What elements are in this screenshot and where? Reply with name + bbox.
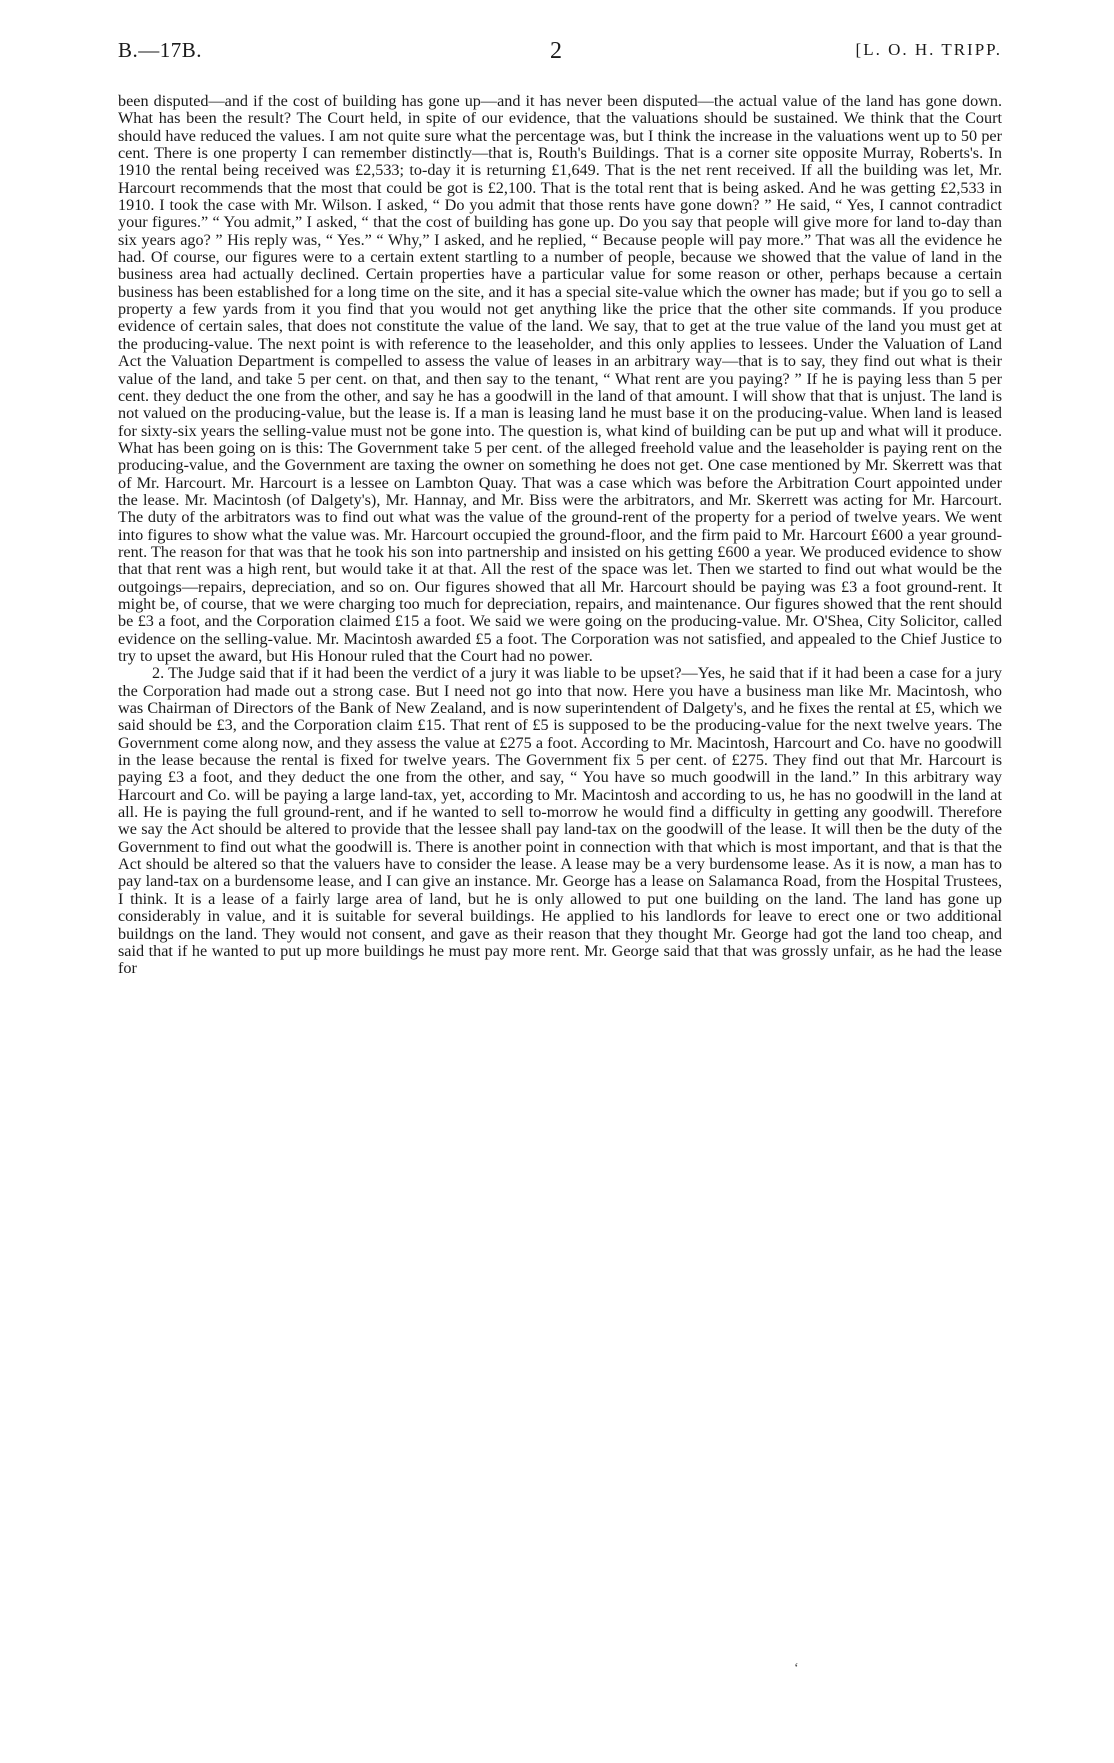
witness-name: [L. O. H. TRIPP. [855, 40, 1002, 59]
paper-reference: B.—17B. [118, 38, 203, 62]
paragraph-continued: been disputed—and if the cost of building has gone up—and it has never been disputed—the actual value of the land has gone down. What has been the result? The Court held, in spite of our evidence, that the valuations should be sustained. We think that the Court should have reduced the values. I am not quite sure what the percentage was, but I think the increase in the valuations went up to 50 per cent. There is one property I can remember distinctly—that is, Routh's Buildings. That is a corner site opposite Murray, Roberts's. In 1910 the rental being received was £2,533; to-day it is returning £1,649. That is the net rent received. If all the building was let, Mr. Harcourt recommends that the most that could be got is £2,100. That is the total rent that is being asked. And he was getting £2,533 in 1910. I took the case with Mr. Wilson. I asked, “ Do you admit that those rents have gone down? ” He said, “ Yes, I cannot contradict your figures.” “ You admit,” I asked, “ that the cost of building has gone up. Do you say that people will give more for land to-day than six years ago? ” His reply was, “ Yes.” “ Why,” I asked, and he replied, “ Because people will pay more.” That was all the evidence he had. Of course, our figures were to a certain extent startling to a number of people, because we showed that the value of land in the business area had actually declined. Certain properties have a particular value for some reason or other, perhaps because a certain business has been established for a long time on the site, and it has a special site-value which the owner has made; but if you go to sell a property a few yards from it you find that you would not get anything like the price that the other site commands. If you produce evidence of certain sales, that does not constitute the value of the land. We say, that to get at the true value of the land you must get at the producing-value. The next point is with reference to the leaseholder, and this only applies to lessees. Under the Valuation of Land Act the Valuation Department is compelled to assess the value of leases in an arbitrary way—that is to say, they find out what is their value of the land, and take 5 per cent. on that, and then say to the tenant, “ What rent are you paying? ” If he is paying less than 5 per cent. they deduct the one from the other, and say he has a goodwill in the land of that amount. I will show that that is unjust. The land is not valued on the producing-value, but the lease is. If a man is leasing land he must base it on the producing-value. When land is leased for sixty-six years the selling-value must not be gone into. The question is, what kind of building can be put up and what will it produce. What has been going on is this: The Government take 5 per cent. of the alleged freehold value and the leaseholder is paying rent on the producing-value, and the Government are taxing the owner on something he does not get. One case mentioned by Mr. Skerrett was that of Mr. Harcourt. Mr. Harcourt is a lessee on Lambton Quay. That was a case which was before the Arbitration Court appointed under the lease. Mr. Macintosh (of Dalgety's), Mr. Hannay, and Mr. Biss were the arbitrators, and Mr. Skerrett was acting for Mr. Harcourt. The duty of the arbitrators was to find out what was the value of the ground-rent of the property for a period of twelve years. We went into figures to show what the value was. Mr. Harcourt occupied the ground-floor, and the firm paid to Mr. Harcourt £600 a year ground-rent. The reason for that was that he took his son into partnership and insisted on his getting £600 a year. We produced evidence to show that that rent was a high rent, but would take it at that. All the rest of the space was let. Then we started to find out what would be the outgoings—repairs, depreciation, and so on. Our figures showed that all Mr. Harcourt should be paying was £3 a foot ground-rent. It might be, of course, that we were charging too much for depreciation, repairs, and maintenance. Our figures showed that the rent should be £3 a foot, and the Corporation claimed £15 a foot. We said we were going on the producing-value. Mr. O'Shea, City Solicitor, called evidence on the selling-value. Mr. Macintosh awarded £5 a foot. The Corporation was not satisfied, and appealed to the Chief Justice to try to upset the award, but His Honour ruled that the Court had no power. [118, 92, 1002, 665]
paragraph-question-2: 2. The Judge said that if it had been the verdict of a jury it was liable to be upset?—Yes, he said that if it had been a case for a jury the Corporation had made out a strong case. But I need not go into that now. Here you have a business man like Mr. Macintosh, who was Chairman of Directors of the Bank of New Zealand, and is now superintendent of Dalgety's, and he fixes the rental at £5, which we said should be £3, and the Corporation claim £15. That rent of £5 is supposed to be the producing-value for the next twelve years. The Government come along now, and they assess the value at £275 a foot. According to Mr. Macintosh, Harcourt and Co. have no goodwill in the lease because the rental is fixed for twelve years. The Government fix 5 per cent. of £275. They find out that Mr. Harcourt is paying £3 a foot, and they deduct the one from the other, and say, “ You have so much goodwill in the land.” In this arbitrary way Harcourt and Co. will be paying a large land-tax, yet, according to Mr. Macintosh and according to us, he has no goodwill in the land at all. He is paying the full ground-rent, and if he wanted to sell to-morrow he would find a difficulty in getting any goodwill. Therefore we say the Act should be altered to provide that the lessee shall pay land-tax on the goodwill of the lease. It will then be the duty of the Government to find out what the goodwill is. There is another point in connection with that which is most important, and that is that the Act should be altered so that the valuers have to consider the lease. A lease may be a very burdensome lease. As it is now, a man has to pay land-tax on a burdensome lease, and I can give an instance. Mr. George has a lease on Salamanca Road, from the Hospital Trustees, I think. It is a lease of a fairly large area of land, but he is only allowed to put one building on the land. The land has gone up considerably in value, and it is suitable for several buildings. He applied to his landlords for leave to erect one or two additional buildngs on the land. They would not consent, and gave as their reason that they thought Mr. George had got the land too cheap, and said that if he wanted to put up more buildings he must pay more rent. Mr. George said that that was grossly unfair, as he had the lease for [118, 664, 1002, 978]
body-text [118, 93, 1002, 978]
page-header [118, 38, 1002, 66]
page-number: 2 [550, 38, 563, 64]
stray-mark: ‘ [794, 1661, 799, 1676]
